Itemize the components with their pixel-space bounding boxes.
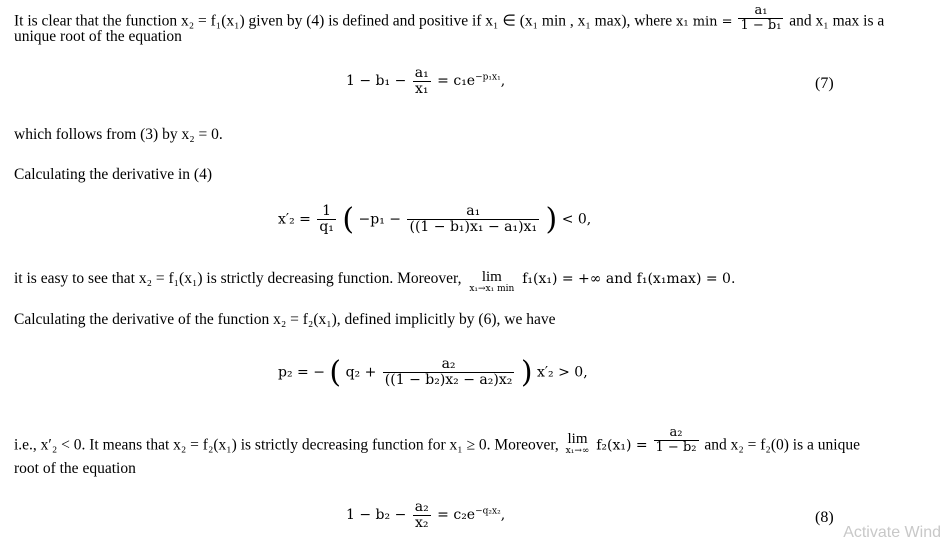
- text-calculating-2: Calculating the derivative of the function x₂ = f₂(x₁), defined implicitly by (6), we have: [14, 311, 556, 328]
- text-ie-cont: root of the equation: [14, 460, 136, 477]
- derivative-equation-1: x′₂ = $\frac{1}{\text{q₁}}$ ( −p₁ − $\frac{\text{a₁}}{\text{((1 − b₁)x₁ − a₁)x₁}}$ ) < 0,: [278, 202, 592, 237]
- limit-x1-min: lim x₁→x₁ min: [469, 269, 515, 294]
- x1-min-fraction: $\frac{\text{a₁}}{\text{1 − b₁}}$: [740, 3, 782, 33]
- paragraph-intro-cont: unique root of the equation: [14, 28, 182, 45]
- equation-7: 1 − b₁ − $\frac{\text{a₁}}{\text{x₁}}$ = $c_1e^{-p_1x_1}$,: [346, 65, 506, 97]
- limit-x1-infinity: lim x₁→∞: [565, 431, 590, 456]
- activate-windows-watermark: Activate Wind: [843, 524, 941, 541]
- text-calculating-1: Calculating the derivative in (4): [14, 166, 212, 183]
- x1-min-label: x₁ min =: [676, 14, 733, 30]
- equation-8: 1 − b₂ − $\frac{\text{a₂}}{\text{x₂}}$ = $c_2e^{-q_2x_2}$,: [346, 499, 506, 531]
- eq8-fraction: $\frac{\text{a₂}}{\text{x₂}}$: [414, 499, 429, 531]
- intro-text: It is clear that the function x₂ = f₁(x₁) given by (4) is defined and positive if x₁ ∈ (x₁ min , x₁ max), where: [14, 12, 673, 30]
- text-follows: which follows from (3) by x₂ = 0.: [14, 126, 223, 143]
- eq7-fraction: $\frac{\text{a₁}}{\text{x₁}}$: [414, 65, 429, 97]
- derivative-equation-2: p₂ = − ( q₂ + $\frac{\text{a₂}}{\text{((1 − b₂)x₂ − a₂)x₂}}$ ) x′₂ > 0,: [278, 355, 588, 390]
- equation-number-8: (8): [815, 509, 834, 526]
- x1-max-text: and x₁ max is a: [789, 12, 885, 30]
- equation-number-7: (7): [815, 75, 834, 92]
- limit-fraction: $\frac{\text{a₂}}{\text{1 − b₂}}$: [655, 425, 697, 455]
- text-ie: i.e., x′₂ < 0. It means that x₂ = f₂(x₁) is strictly decreasing function for x₁ ≥ 0. Moreover, lim x₁→∞ f₂(x₁) = $\frac{\text{a₂}}{\text{1 − b₂}}$ and x₂ = f₂(0) is a unique: [14, 425, 860, 456]
- text-easy-to-see: it is easy to see that x₂ = f₁(x₁) is strictly decreasing function. Moreover, lim x₁→x₁ min f₁(x₁) = +∞ and f₁(x₁max) = 0.: [14, 269, 736, 294]
